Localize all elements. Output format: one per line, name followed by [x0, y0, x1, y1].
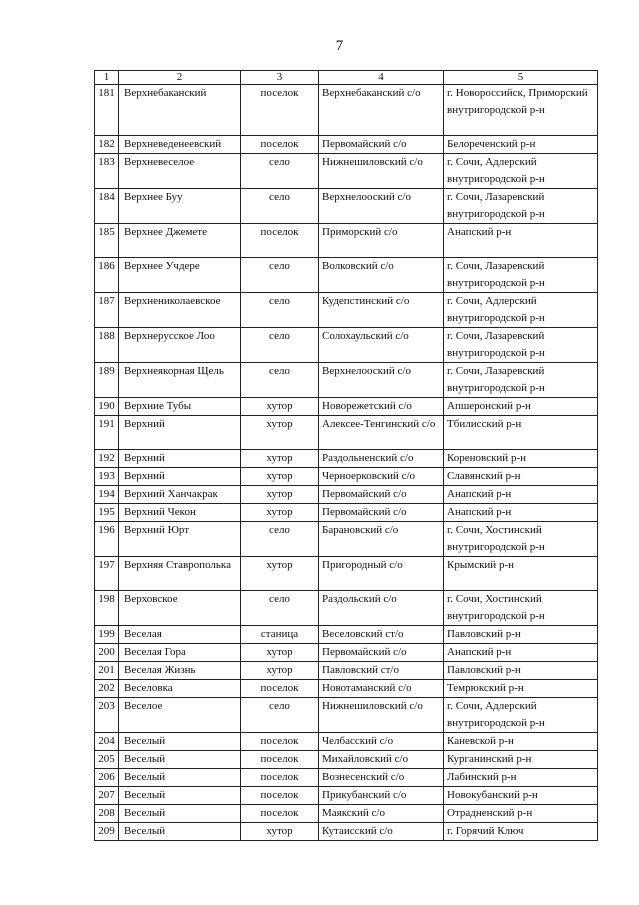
rural-council: Новотаманский с/о	[319, 680, 444, 698]
district: Павловский р-н	[444, 662, 598, 680]
row-number: 190	[95, 398, 119, 416]
table-row	[95, 823, 598, 841]
settlement-name: Верхний	[119, 468, 241, 486]
rural-council: Алексее-Тенгинский с/о	[319, 416, 444, 450]
row-number: 199	[95, 626, 119, 644]
settlements-table	[94, 70, 598, 841]
column-header-number: 1	[95, 71, 119, 85]
column-header-type: 3	[241, 71, 319, 85]
rural-council: Кудепстинский с/о	[319, 293, 444, 328]
row-number: 192	[95, 450, 119, 468]
settlement-name: Верхнее Учдере	[119, 258, 241, 293]
table-row	[95, 328, 598, 363]
row-number: 201	[95, 662, 119, 680]
settlement-type: хутор	[241, 398, 319, 416]
settlement-name: Верхневеденеевский	[119, 136, 241, 154]
settlement-name: Веселое	[119, 698, 241, 733]
row-number: 202	[95, 680, 119, 698]
settlement-type: поселок	[241, 136, 319, 154]
row-number: 183	[95, 154, 119, 189]
settlement-name: Верхний	[119, 450, 241, 468]
district: Апшеронский р-н	[444, 398, 598, 416]
rural-council: Верхнебаканский с/о	[319, 85, 444, 136]
row-number: 207	[95, 787, 119, 805]
settlement-name: Веселовка	[119, 680, 241, 698]
district: г. Сочи, Лазаревский внутригородской р-н	[444, 189, 598, 224]
settlement-name: Верхнениколаевское	[119, 293, 241, 328]
settlement-type: поселок	[241, 751, 319, 769]
rural-council: Кутаисский с/о	[319, 823, 444, 841]
rural-council: Первомайский с/о	[319, 504, 444, 522]
row-number: 186	[95, 258, 119, 293]
settlement-type: хутор	[241, 450, 319, 468]
row-number: 196	[95, 522, 119, 557]
table-row	[95, 787, 598, 805]
settlement-type: хутор	[241, 504, 319, 522]
district: г. Сочи, Лазаревский внутригородской р-н	[444, 328, 598, 363]
row-number: 195	[95, 504, 119, 522]
district: Новокубанский р-н	[444, 787, 598, 805]
district: Темрюкский р-н	[444, 680, 598, 698]
rural-council: Раздольский с/о	[319, 591, 444, 626]
settlement-name: Верхнее Джемете	[119, 224, 241, 258]
rural-council: Первомайский с/о	[319, 486, 444, 504]
settlement-name: Верхнее Буу	[119, 189, 241, 224]
settlement-type: село	[241, 522, 319, 557]
row-number: 197	[95, 557, 119, 591]
rural-council: Первомайский с/о	[319, 136, 444, 154]
row-number: 205	[95, 751, 119, 769]
settlement-type: село	[241, 154, 319, 189]
settlement-type: поселок	[241, 85, 319, 136]
table-row	[95, 644, 598, 662]
table-header-row	[95, 71, 598, 85]
table-row	[95, 698, 598, 733]
rural-council: Солохаульский с/о	[319, 328, 444, 363]
row-number: 193	[95, 468, 119, 486]
settlement-type: село	[241, 591, 319, 626]
table-row	[95, 258, 598, 293]
settlement-name: Веселая Гора	[119, 644, 241, 662]
district: Каневской р-н	[444, 733, 598, 751]
settlement-type: хутор	[241, 557, 319, 591]
settlement-type: поселок	[241, 224, 319, 258]
table-row	[95, 662, 598, 680]
settlement-name: Верхнеякорная Щель	[119, 363, 241, 398]
row-number: 189	[95, 363, 119, 398]
district: г. Сочи, Лазаревский внутригородской р-н	[444, 258, 598, 293]
rural-council: Новорежетский с/о	[319, 398, 444, 416]
table-row	[95, 486, 598, 504]
page-number: 7	[335, 38, 344, 54]
settlement-name: Веселый	[119, 823, 241, 841]
settlement-type: хутор	[241, 486, 319, 504]
rural-council: Нижнешиловский с/о	[319, 698, 444, 733]
settlement-name: Верхний	[119, 416, 241, 450]
row-number: 206	[95, 769, 119, 787]
district: Крымский р-н	[444, 557, 598, 591]
settlement-type: село	[241, 293, 319, 328]
settlement-name: Веселый	[119, 769, 241, 787]
table-row	[95, 293, 598, 328]
settlement-type: село	[241, 698, 319, 733]
district: Славянский р-н	[444, 468, 598, 486]
district: Отрадненский р-н	[444, 805, 598, 823]
settlement-type: станица	[241, 626, 319, 644]
table-row	[95, 85, 598, 136]
table-row	[95, 450, 598, 468]
settlement-type: хутор	[241, 468, 319, 486]
table-row	[95, 751, 598, 769]
district: Белореченский р-н	[444, 136, 598, 154]
table-row	[95, 416, 598, 450]
table-row	[95, 468, 598, 486]
settlement-type: село	[241, 328, 319, 363]
rural-council: Верхнелооский с/о	[319, 189, 444, 224]
settlement-name: Верхневеселое	[119, 154, 241, 189]
rural-council: Нижнешиловский с/о	[319, 154, 444, 189]
table-row	[95, 224, 598, 258]
rural-council: Первомайский с/о	[319, 644, 444, 662]
rural-council: Павловский ст/о	[319, 662, 444, 680]
settlement-name: Верхний Юрт	[119, 522, 241, 557]
row-number: 200	[95, 644, 119, 662]
district: г. Сочи, Адлерский внутригородской р-н	[444, 698, 598, 733]
district: г. Сочи, Хостинский внутригородской р-н	[444, 522, 598, 557]
settlement-type: поселок	[241, 733, 319, 751]
settlement-name: Верхняя Ставрополька	[119, 557, 241, 591]
district: Павловский р-н	[444, 626, 598, 644]
settlement-type: село	[241, 363, 319, 398]
row-number: 208	[95, 805, 119, 823]
district: г. Сочи, Адлерский внутригородской р-н	[444, 293, 598, 328]
rural-council: Веселовский ст/о	[319, 626, 444, 644]
settlement-name: Веселый	[119, 805, 241, 823]
table-row	[95, 504, 598, 522]
rural-council: Маякский с/о	[319, 805, 444, 823]
rural-council: Волковский с/о	[319, 258, 444, 293]
table-row	[95, 557, 598, 591]
row-number: 185	[95, 224, 119, 258]
district: г. Новороссийск, Приморский внутригородской р-н	[444, 85, 598, 136]
district: Кореновский р-н	[444, 450, 598, 468]
district: Курганинский р-н	[444, 751, 598, 769]
rural-council: Челбасский с/о	[319, 733, 444, 751]
settlement-name: Верхнебаканский	[119, 85, 241, 136]
settlement-type: село	[241, 258, 319, 293]
settlement-name: Веселая Жизнь	[119, 662, 241, 680]
district: г. Сочи, Лазаревский внутригородской р-н	[444, 363, 598, 398]
rural-council: Приморский с/о	[319, 224, 444, 258]
row-number: 194	[95, 486, 119, 504]
district: Лабинский р-н	[444, 769, 598, 787]
row-number: 182	[95, 136, 119, 154]
settlement-name: Верхние Тубы	[119, 398, 241, 416]
district: Анапский р-н	[444, 224, 598, 258]
rural-council: Прикубанский с/о	[319, 787, 444, 805]
table-row	[95, 136, 598, 154]
table-row	[95, 154, 598, 189]
rural-council: Верхнелооский с/о	[319, 363, 444, 398]
settlement-name: Верхнерусское Лоо	[119, 328, 241, 363]
district: Анапский р-н	[444, 644, 598, 662]
settlement-type: поселок	[241, 805, 319, 823]
district: г. Сочи, Адлерский внутригородской р-н	[444, 154, 598, 189]
row-number: 188	[95, 328, 119, 363]
settlement-name: Веселый	[119, 733, 241, 751]
settlement-type: поселок	[241, 787, 319, 805]
table-row	[95, 805, 598, 823]
table-row	[95, 680, 598, 698]
settlement-name: Веселая	[119, 626, 241, 644]
row-number: 191	[95, 416, 119, 450]
table-row	[95, 626, 598, 644]
column-header-district: 5	[444, 71, 598, 85]
table-row	[95, 398, 598, 416]
table-row	[95, 189, 598, 224]
district: Анапский р-н	[444, 504, 598, 522]
settlement-name: Верхний Чекон	[119, 504, 241, 522]
table-row	[95, 733, 598, 751]
district: г. Горячий Ключ	[444, 823, 598, 841]
column-header-name: 2	[119, 71, 241, 85]
row-number: 203	[95, 698, 119, 733]
table-row	[95, 522, 598, 557]
settlement-name: Верховское	[119, 591, 241, 626]
table-row	[95, 769, 598, 787]
column-header-council: 4	[319, 71, 444, 85]
settlement-name: Веселый	[119, 751, 241, 769]
rural-council: Пригородный с/о	[319, 557, 444, 591]
row-number: 204	[95, 733, 119, 751]
row-number: 209	[95, 823, 119, 841]
settlement-type: хутор	[241, 823, 319, 841]
rural-council: Михайловский с/о	[319, 751, 444, 769]
settlement-type: село	[241, 189, 319, 224]
settlement-type: поселок	[241, 680, 319, 698]
settlement-type: поселок	[241, 769, 319, 787]
table-body	[95, 85, 598, 841]
district: Анапский р-н	[444, 486, 598, 504]
settlement-type: хутор	[241, 662, 319, 680]
district: г. Сочи, Хостинский внутригородской р-н	[444, 591, 598, 626]
rural-council: Барановский с/о	[319, 522, 444, 557]
rural-council: Вознесенский с/о	[319, 769, 444, 787]
settlement-type: хутор	[241, 644, 319, 662]
settlement-type: хутор	[241, 416, 319, 450]
row-number: 187	[95, 293, 119, 328]
rural-council: Раздольненский с/о	[319, 450, 444, 468]
table-row	[95, 363, 598, 398]
row-number: 184	[95, 189, 119, 224]
settlement-name: Веселый	[119, 787, 241, 805]
table-row	[95, 591, 598, 626]
rural-council: Черноерковский с/о	[319, 468, 444, 486]
district: Тбилисский р-н	[444, 416, 598, 450]
settlement-name: Верхний Ханчакрак	[119, 486, 241, 504]
row-number: 198	[95, 591, 119, 626]
row-number: 181	[95, 85, 119, 136]
